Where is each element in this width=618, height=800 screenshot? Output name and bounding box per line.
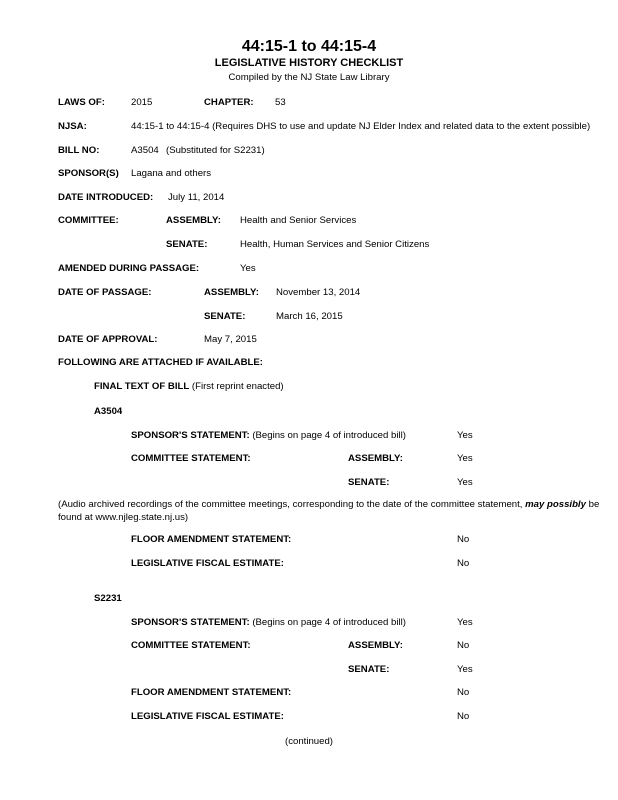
bill-no-label: BILL NO: bbox=[58, 145, 100, 156]
s2231-floor-value: No bbox=[457, 687, 470, 698]
a3504-sponsor-value: Yes bbox=[457, 430, 473, 441]
date-of-approval-value: May 7, 2015 bbox=[204, 334, 257, 345]
laws-of-value: 2015 bbox=[131, 97, 153, 108]
sponsors-label: SPONSOR(S) bbox=[58, 168, 119, 179]
attached-heading: FOLLOWING ARE ATTACHED IF AVAILABLE: bbox=[58, 357, 263, 368]
chapter-value: 53 bbox=[275, 97, 286, 108]
a3504-assembly-label: ASSEMBLY: bbox=[348, 453, 403, 464]
final-text-note: (First reprint enacted) bbox=[191, 381, 284, 392]
page-subtitle: LEGISLATIVE HISTORY CHECKLIST bbox=[214, 57, 404, 69]
a3504-sponsor-row bbox=[131, 430, 406, 441]
s2231-fiscal-label: LEGISLATIVE FISCAL ESTIMATE: bbox=[131, 711, 284, 722]
s2231-floor-label: FLOOR AMENDMENT STATEMENT: bbox=[131, 687, 292, 698]
continued-footer: (continued) bbox=[285, 736, 333, 747]
committee-assembly-label: ASSEMBLY: bbox=[166, 215, 221, 226]
s2231-senate-label: SENATE: bbox=[348, 664, 390, 675]
date-of-approval-label: DATE OF APPROVAL: bbox=[58, 334, 158, 345]
s2231-assembly-value: No bbox=[457, 640, 470, 651]
amended-value: Yes bbox=[240, 263, 256, 274]
a3504-sponsor-label: SPONSOR'S STATEMENT: bbox=[131, 430, 250, 441]
s2231-committee-label: COMMITTEE STATEMENT: bbox=[131, 640, 251, 651]
njsa-label: NJSA: bbox=[58, 121, 87, 132]
date-introduced-value: July 11, 2014 bbox=[168, 192, 225, 203]
a3504-fiscal-value: No bbox=[457, 558, 470, 569]
s2231-senate-value: Yes bbox=[457, 664, 473, 675]
a3504-floor-value: No bbox=[457, 534, 470, 545]
s2231-sponsor-value: Yes bbox=[457, 617, 473, 628]
committee-label: COMMITTEE: bbox=[58, 215, 119, 226]
audio-note-text-1: (Audio archived recordings of the committee meetings, corresponding to the date of the committee statement, bbox=[58, 499, 526, 510]
s2231-sponsor-note: (Begins on page 4 of introduced bill) bbox=[252, 617, 406, 628]
committee-assembly-value: Health and Senior Services bbox=[240, 215, 357, 226]
audio-note-emphasis: may possibly bbox=[525, 499, 586, 510]
a3504-sponsor-note: (Begins on page 4 of introduced bill) bbox=[252, 430, 406, 441]
a3504-committee-label: COMMITTEE STATEMENT: bbox=[131, 453, 251, 464]
bill-no-value: A3504 bbox=[131, 145, 159, 156]
s2231-assembly-label: ASSEMBLY: bbox=[348, 640, 403, 651]
committee-senate-value: Health, Human Services and Senior Citizens bbox=[240, 239, 430, 250]
passage-assembly-value: November 13, 2014 bbox=[276, 287, 361, 298]
s2231-sponsor-label: SPONSOR'S STATEMENT: bbox=[131, 617, 250, 628]
amended-label: AMENDED DURING PASSAGE: bbox=[58, 263, 200, 274]
a3504-senate-value: Yes bbox=[457, 477, 473, 488]
final-text-label: FINAL TEXT OF BILL bbox=[94, 381, 190, 392]
sponsors-value: Lagana and others bbox=[131, 168, 212, 179]
passage-senate-value: March 16, 2015 bbox=[276, 311, 343, 322]
a3504-heading: A3504 bbox=[94, 406, 123, 417]
passage-assembly-label: ASSEMBLY: bbox=[204, 287, 259, 298]
chapter-label: CHAPTER: bbox=[204, 97, 254, 108]
a3504-fiscal-label: LEGISLATIVE FISCAL ESTIMATE: bbox=[131, 558, 284, 569]
bill-no-note: (Substituted for S2231) bbox=[166, 145, 265, 156]
a3504-floor-label: FLOOR AMENDMENT STATEMENT: bbox=[131, 534, 292, 545]
audio-archive-note bbox=[58, 498, 608, 524]
a3504-assembly-value: Yes bbox=[457, 453, 473, 464]
laws-of-label: LAWS OF: bbox=[58, 97, 105, 108]
audio-note-text-2: be found at www.njleg.state.nj.us) bbox=[58, 499, 600, 523]
date-of-passage-label: DATE OF PASSAGE: bbox=[58, 287, 152, 298]
s2231-heading: S2231 bbox=[94, 593, 122, 604]
njsa-value: 44:15-1 to 44:15-4 (Requires DHS to use and update NJ Elder Index and related data to the extent possible) bbox=[131, 121, 591, 132]
passage-senate-label: SENATE: bbox=[204, 311, 246, 322]
s2231-sponsor-row bbox=[131, 617, 406, 628]
page-title: 44:15-1 to 44:15-4 bbox=[241, 38, 377, 55]
a3504-senate-label: SENATE: bbox=[348, 477, 390, 488]
compiled-by: Compiled by the NJ State Law Library bbox=[228, 72, 390, 83]
committee-senate-label: SENATE: bbox=[166, 239, 208, 250]
final-text-row bbox=[94, 381, 284, 392]
s2231-fiscal-value: No bbox=[457, 711, 470, 722]
date-introduced-label: DATE INTRODUCED: bbox=[58, 192, 154, 203]
